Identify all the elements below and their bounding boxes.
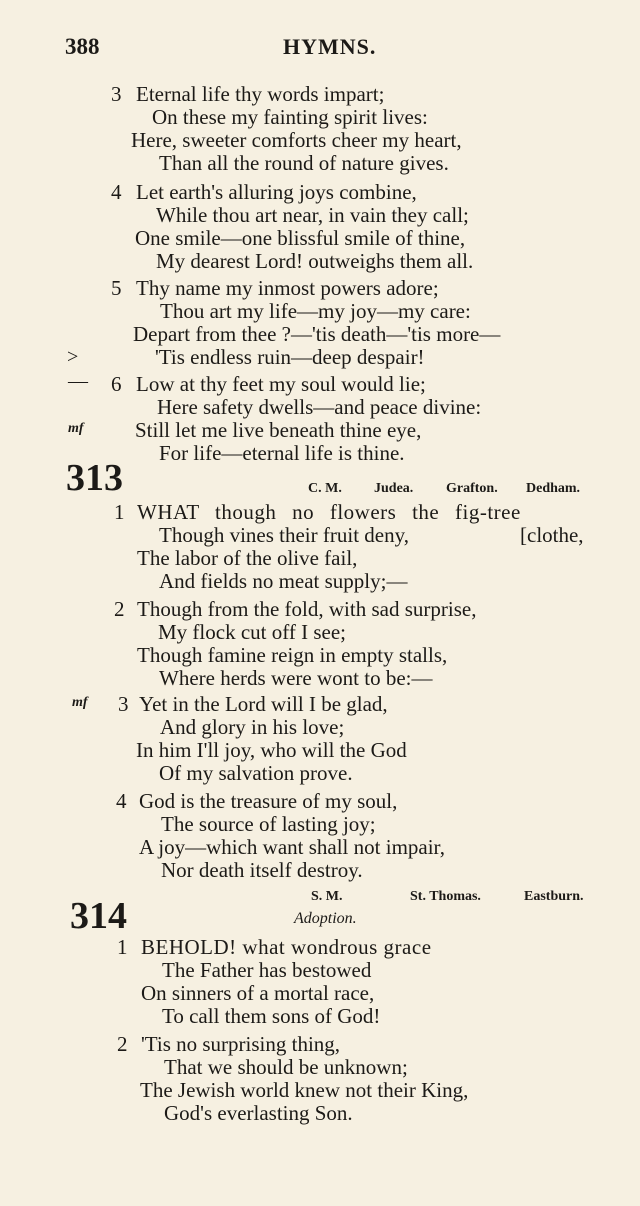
meter: S. M. [311, 889, 343, 904]
stanza-number: 5 [111, 276, 122, 300]
verse-line: 'Tis no surprising thing, [141, 1032, 341, 1056]
verse-line: Eternal life thy words impart; [136, 82, 385, 106]
verse-line: God's everlasting Son. [164, 1101, 353, 1125]
verse-line: To call them sons of God! [162, 1004, 381, 1028]
verse-line: For life—eternal life is thine. [159, 441, 405, 465]
verse-line: The source of lasting joy; [161, 812, 376, 836]
verse-line: Here safety dwells—and peace divine: [157, 395, 482, 419]
stanza-number: 3 [111, 82, 122, 106]
stanza-number: 2 [117, 1032, 128, 1056]
hymn-number: 313 [66, 457, 123, 499]
crescendo-mark: > [67, 346, 79, 368]
verse-line: Still let me live beneath thine eye, [135, 418, 422, 442]
verse-line: Depart from thee ?—'tis death—'tis more— [133, 322, 501, 346]
verse-line: That we should be unknown; [164, 1055, 408, 1079]
hymn-subtitle: Adoption. [294, 910, 357, 927]
stanza-number: 1 [117, 935, 128, 959]
stanza-number: 1 [114, 500, 125, 524]
tune-name: Dedham. [526, 481, 581, 496]
stanza-number: 4 [111, 180, 122, 204]
verse-line: The Father has bestowed [162, 958, 372, 982]
verse-line: One smile—one blissful smile of thine, [135, 226, 466, 250]
tune-name: Grafton. [446, 481, 498, 496]
running-title: HYMNS. [283, 34, 377, 59]
verse-line: Of my salvation prove. [159, 761, 353, 785]
dash-mark: — [68, 370, 88, 392]
tune-name: Judea. [374, 481, 414, 496]
verse-line: Low at thy feet my soul would lie; [136, 372, 426, 396]
verse-line: Yet in the Lord will I be glad, [139, 692, 388, 716]
verse-line: The labor of the olive fail, [137, 546, 358, 570]
stanza-number: 2 [114, 597, 125, 621]
verse-line: Than all the round of nature gives. [159, 151, 449, 175]
verse-line: On sinners of a mortal race, [141, 981, 375, 1005]
verse-line: Here, sweeter comforts cheer my heart, [131, 128, 462, 152]
verse-line-turnover: [clothe, [520, 523, 584, 547]
hymn-number: 314 [70, 895, 127, 937]
verse-line: On these my fainting spirit lives: [152, 105, 428, 129]
page-number: 388 [65, 34, 100, 59]
verse-line: Thy name my inmost powers adore; [136, 276, 439, 300]
verse-line: In him I'll joy, who will the God [136, 738, 407, 762]
tune-name: St. Thomas. [410, 889, 481, 904]
verse-line: God is the treasure of my soul, [139, 789, 398, 813]
meter: C. M. [308, 481, 342, 496]
verse-line: My dearest Lord! outweighs them all. [156, 249, 474, 273]
verse-line: And glory in his love; [160, 715, 345, 739]
verse-line: The Jewish world knew not their King, [140, 1078, 469, 1102]
dynamic-mark-mf: mf [68, 421, 84, 436]
verse-line: BEHOLD! what wondrous grace [141, 935, 432, 959]
verse-line: Though vines their fruit deny, [159, 523, 410, 547]
verse-line: WHAT though no flowers the fig-tree [137, 500, 521, 524]
verse-line: 'Tis endless ruin—deep despair! [155, 345, 425, 369]
stanza-number: 4 [116, 789, 127, 813]
verse-line: Nor death itself destroy. [161, 858, 363, 882]
verse-line: A joy—which want shall not impair, [139, 835, 445, 859]
verse-line: Thou art my life—my joy—my care: [160, 299, 471, 323]
dynamic-mark-mf: mf [72, 695, 88, 710]
verse-line: Where herds were wont to be:— [159, 666, 433, 690]
verse-line: While thou art near, in vain they call; [156, 203, 469, 227]
verse-line: Though famine reign in empty stalls, [137, 643, 448, 667]
stanza-number: 3 [118, 692, 129, 716]
verse-line: Let earth's alluring joys combine, [136, 180, 417, 204]
verse-line: Though from the fold, with sad surprise, [137, 597, 477, 621]
verse-line: My flock cut off I see; [158, 620, 346, 644]
verse-line: And fields no meat supply;— [159, 569, 408, 593]
tune-name: Eastburn. [524, 889, 584, 904]
stanza-number: 6 [111, 372, 122, 396]
